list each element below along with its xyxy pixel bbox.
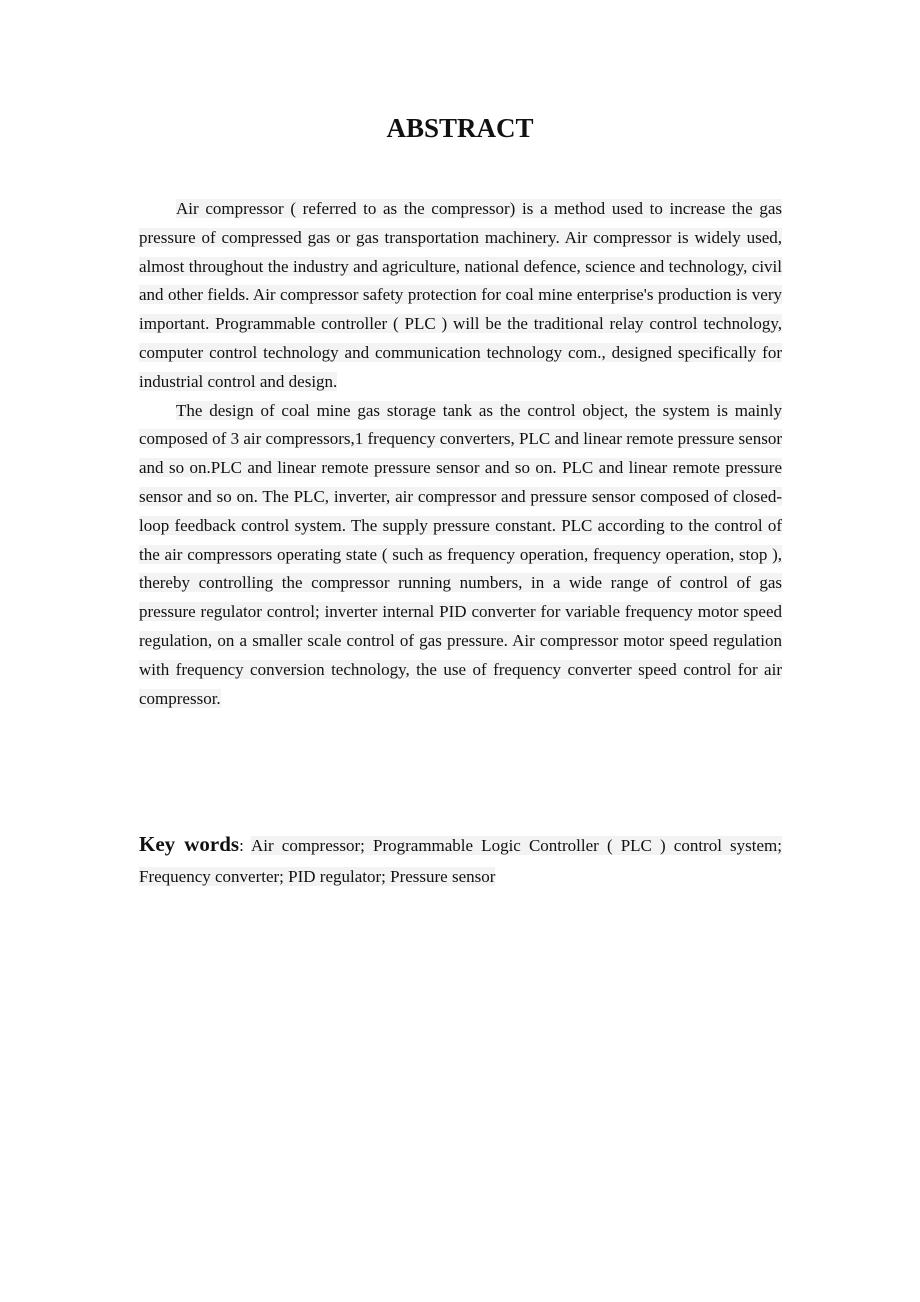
keywords-label: Key words bbox=[139, 832, 240, 856]
abstract-paragraph-1 bbox=[139, 195, 782, 397]
keywords-text: Air compressor; Programmable Logic Controller ( PLC ) control system; Frequency converter; PID regulator; Pressure sensor bbox=[139, 836, 782, 886]
paragraph-text: Air compressor ( referred to as the compressor) is a method used to increase the gas pressure of compressed gas or gas transportation machinery. Air compressor is widely used, almost throughout the industry and agriculture, national defence, science and technology, civil and other fields. Air compressor safety protection for coal mine enterprise's production is very important. Programmable controller ( PLC ) will be the traditional relay control technology, computer control technology and communication technology com., designed specifically for industrial control and design. bbox=[139, 199, 782, 391]
keywords-separator: : bbox=[239, 836, 252, 855]
abstract-paragraph-2 bbox=[139, 397, 782, 714]
keywords-section bbox=[139, 829, 782, 892]
paragraph-text: The design of coal mine gas storage tank as the control object, the system is mainly composed of 3 air compressors,1 frequency converters, PLC and linear remote pressure sensor and so on.PLC and linear remote pressure sensor and so on. PLC and linear remote pressure sensor and so on. The PLC, inverter, air compressor and pressure sensor composed of closed-loop feedback control system. The supply pressure constant. PLC according to the control of the air compressors operating state ( such as frequency operation, frequency operation, stop ), thereby controlling the compressor running numbers, in a wide range of control of gas pressure regulator control; inverter internal PID converter for variable frequency motor speed regulation, on a smaller scale control of gas pressure. Air compressor motor speed regulation with frequency conversion technology, the use of frequency converter speed control for air compressor. bbox=[139, 400, 782, 708]
abstract-body bbox=[139, 195, 782, 713]
page-title: ABSTRACT bbox=[386, 113, 534, 143]
